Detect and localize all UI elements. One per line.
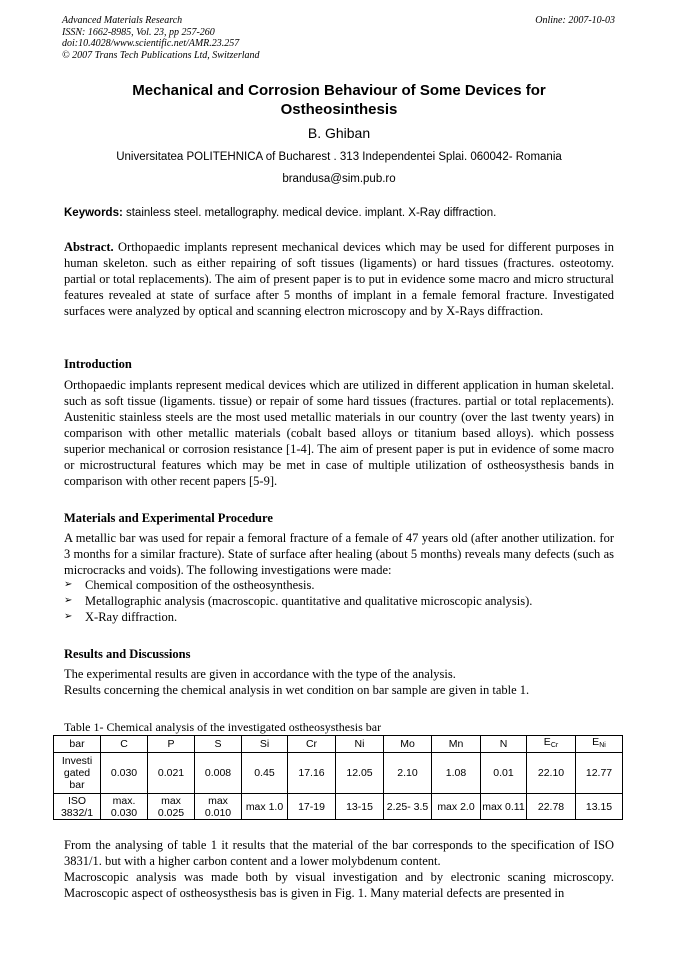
- col-header: Si: [242, 736, 288, 753]
- col-header-eni: $E_{Ni}$: [576, 736, 623, 753]
- col-header: N: [481, 736, 527, 753]
- materials-heading: Materials and Experimental Procedure: [64, 511, 273, 525]
- keywords: [64, 206, 614, 220]
- col-header: Mn: [432, 736, 481, 753]
- affiliation: Universitatea POLITEHNICA of Bucharest . 313 Independentei Splai. 060042- Romania: [116, 151, 562, 163]
- col-header: Mo: [384, 736, 432, 753]
- list-item: ➢ X-Ray diffraction.: [64, 610, 178, 624]
- col-header: Ni: [336, 736, 384, 753]
- keywords-text: stainless steel. metallography. medical device. implant. X-Ray diffraction.: [122, 207, 497, 219]
- col-header: S: [195, 736, 242, 753]
- author-email: brandusa@sim.pub.ro: [282, 173, 396, 185]
- col-header: Cr: [288, 736, 336, 753]
- list-item: ➢ Metallographic analysis (macroscopic. quantitative and qualitative microscopic analysis).: [64, 594, 533, 608]
- results-after-table-2: Macroscopic analysis was made both by visual investigation and by electronic scaning microscopy. Macroscopic aspect of ostheosysthesis bas is given in Fig. 1. Many material defects are presented in: [64, 870, 614, 900]
- author: B. Ghiban: [307, 125, 371, 141]
- abstract-text: Orthopaedic implants represent mechanical devices which may be used for different purposes in human skeleton. such as either repairing of soft tissues (ligaments) or hard tissues (fractures. osteotomy. partial or total replacements). The aim of present paper is to put in evidence some macro and micro structural features revealed at state of surface after 5 months of implant in a female femoral fracture. Investigated surfaces were analyzed by optical and scanning electron microscopy and by X-Rays diffraction.: [64, 240, 614, 318]
- abstract-label: Abstract.: [64, 240, 114, 254]
- arrow-bullet-icon: ➢: [64, 611, 73, 622]
- chemical-analysis-table: [53, 735, 623, 820]
- journal-copyright: © 2007 Trans Tech Publications Ltd, Switzerland: [62, 49, 260, 61]
- col-header: P: [148, 736, 195, 753]
- results-line-1: The experimental results are given in accordance with the type of the analysis.: [64, 667, 456, 681]
- results-after-table-1: From the analysing of table 1 it results that the material of the bar corresponds to the specification of ISO 3831/1. but with a higher carbon content and a lower molybdenum content.: [64, 838, 614, 868]
- title-line-2: Ostheosinthesis: [280, 101, 398, 118]
- table-caption: Table 1- Chemical analysis of the investigated ostheosysthesis bar: [64, 720, 382, 734]
- abstract: [64, 239, 614, 319]
- table-row: ISO 3832/1 max. 0.030 max 0.025 max 0.010 max 1.0 17-19 13-15 2.25- 3.5 max 2.0 max 0.11 22.78 13.15: [54, 794, 623, 820]
- journal-issn: ISSN: 1662-8985, Vol. 23, pp 257-260: [62, 26, 215, 38]
- results-line-2: Results concerning the chemical analysis in wet condition on bar sample are given in table 1.: [64, 683, 530, 697]
- arrow-bullet-icon: ➢: [64, 595, 73, 606]
- title-line-1: Mechanical and Corrosion Behaviour of Some Devices for: [132, 82, 546, 99]
- online-date: Online: 2007-10-03: [535, 15, 615, 26]
- materials-text: A metallic bar was used for repair a femoral fracture of a female of 47 years old (after another utilization. for 3 months for a similar fracture). State of surface after healing (about 5 months) reveals many defects (such as microcracks and voids). The following investigations were made:: [64, 531, 614, 577]
- paper-title: [64, 81, 614, 119]
- table-header-row: [54, 736, 623, 753]
- results-heading: Results and Discussions: [64, 647, 191, 661]
- list-item: ➢ Chemical composition of the ostheosynthesis.: [64, 578, 315, 592]
- table-row: Investi gated bar 0.030 0.021 0.008 0.45 17.16 12.05 2.10 1.08 0.01 22.10 12.77: [54, 753, 623, 794]
- journal-header: [62, 15, 260, 61]
- keywords-label: Keywords:: [64, 207, 123, 219]
- col-header-ecr: $E_{Cr}$: [527, 736, 576, 753]
- journal-name: Advanced Materials Research: [62, 15, 183, 26]
- arrow-bullet-icon: ➢: [64, 579, 73, 590]
- introduction-heading: Introduction: [64, 357, 132, 371]
- journal-doi: doi:10.4028/www.scientific.net/AMR.23.257: [62, 38, 240, 49]
- introduction-text: Orthopaedic implants represent medical devices which are utilized in different application in human skeletal. such as soft tissue (ligaments. tissue) or repair of some hard tissues (fractures. partial or total replacements). Austenitic stainless steels are the most used metallic materials in our country (over the last twenty years) in comparison with other metallic materials (cobalt based alloys or titanium based alloys). which possess superior mechanical or corrosion resistance [1-4]. The aim of present paper is put in evidence of some macro or microstructural features which may be met in case of multiple utilization of ostheosysthesis bands in comparison with other recent papers [5-9].: [64, 378, 614, 488]
- col-header: C: [101, 736, 148, 753]
- col-header: bar: [54, 736, 101, 753]
- investigation-list: [64, 577, 614, 625]
